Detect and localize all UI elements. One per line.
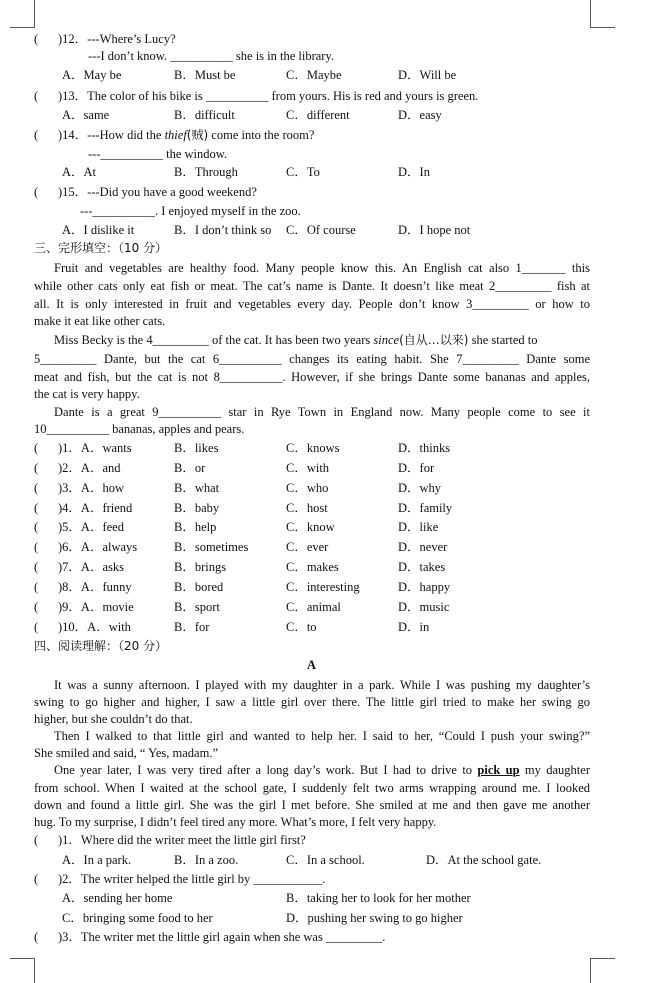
section-heading-cloze: 三、完形填空：（10 分） <box>34 241 168 255</box>
option-b[interactable]: B．Must be <box>174 68 236 82</box>
option-c[interactable]: C．In a school. <box>286 853 365 867</box>
crop-mark-bottom-left-h <box>10 958 35 959</box>
option-d[interactable]: D．takes <box>398 560 446 574</box>
crop-mark-bottom-left-v <box>34 958 35 983</box>
option-a[interactable]: )7．A．asks <box>58 560 124 574</box>
passage-line: hug. To my surprise, I didn’t feel tired any more. What’s more, I felt very happy. <box>34 815 437 829</box>
option-a[interactable]: A．sending her home <box>62 891 173 905</box>
option-b[interactable]: B．bored <box>174 580 224 594</box>
option-b[interactable]: B．brings <box>174 560 227 574</box>
question-stem: )14．---How did the thief(贼) come into the room? <box>58 128 315 142</box>
option-b[interactable]: B．Through <box>174 165 238 179</box>
answer-paren[interactable]: ( <box>34 620 39 634</box>
option-c[interactable]: C．interesting <box>286 580 360 594</box>
answer-paren[interactable]: ( <box>34 872 39 886</box>
option-b[interactable]: B．difficult <box>174 108 235 122</box>
crop-mark-top-left-h <box>10 27 35 28</box>
answer-paren[interactable]: ( <box>34 580 39 594</box>
section-heading-reading: 四、阅读理解：（20 分） <box>34 639 168 653</box>
passage-line: down and found a little girl. She was the girl I met before. She smiled at me and then gave me another <box>34 798 590 812</box>
option-c[interactable]: C．who <box>286 481 329 495</box>
option-c[interactable]: C．Of course <box>286 223 356 237</box>
option-b[interactable]: B．I don’t think so <box>174 223 272 237</box>
option-d[interactable]: D．like <box>398 520 439 534</box>
crop-mark-bottom-right-v <box>590 958 591 983</box>
answer-paren[interactable]: ( <box>34 185 39 199</box>
crop-mark-top-right-v <box>590 0 591 27</box>
option-a[interactable]: )9．A．movie <box>58 600 134 614</box>
option-a[interactable]: )4．A．friend <box>58 501 133 515</box>
passage-line: swing to go higher and higher, I saw a little girl over there. The little girl tried to make her swing go <box>34 695 590 709</box>
option-d[interactable]: D．happy <box>398 580 451 594</box>
crop-mark-bottom-right-h <box>590 958 615 959</box>
passage-line: Miss Becky is the 4_________ of the cat. It has been two years since(自从…以来) she started to <box>54 333 538 347</box>
option-a[interactable]: )5．A．feed <box>58 520 124 534</box>
passage-line: Then I walked to that little girl and wanted to help her. I said to her, “Could I push your swing?” <box>54 729 590 743</box>
option-c[interactable]: C．ever <box>286 540 329 554</box>
question-followup: ---__________ the window. <box>88 147 228 161</box>
passage-line: Dante is a great 9__________ star in Rye Town in England now. Many people come to see it <box>54 405 590 419</box>
option-b[interactable]: B．In a zoo. <box>174 853 239 867</box>
option-c[interactable]: C．host <box>286 501 328 515</box>
option-c[interactable]: C．different <box>286 108 350 122</box>
answer-paren[interactable]: ( <box>34 501 39 515</box>
answer-paren[interactable]: ( <box>34 32 39 46</box>
option-d[interactable]: D．for <box>398 461 435 475</box>
answer-paren[interactable]: ( <box>34 600 39 614</box>
option-c[interactable]: C．animal <box>286 600 341 614</box>
passage-line: the cat is very happy. <box>34 387 140 401</box>
option-a[interactable]: )3．A．how <box>58 481 124 495</box>
option-d[interactable]: D．music <box>398 600 450 614</box>
option-d[interactable]: D．thinks <box>398 441 451 455</box>
passage-line: higher, but she couldn’t do that. <box>34 712 193 726</box>
passage-line: She smiled and said, “ Yes, madam.” <box>34 746 219 760</box>
option-b[interactable]: B．or <box>174 461 206 475</box>
option-b[interactable]: B．sport <box>174 600 220 614</box>
option-a[interactable]: )2．A．and <box>58 461 121 475</box>
passage-line: make it eat like other cats. <box>34 314 166 328</box>
option-c[interactable]: C．know <box>286 520 335 534</box>
option-a[interactable]: A．May be <box>62 68 122 82</box>
option-c[interactable]: C．bringing some food to her <box>62 911 213 925</box>
passage-line: while other cats only eat fish or meat. The cat’s name is Dante. It doesn’t like meat 2_________ fish at <box>34 279 590 293</box>
answer-paren[interactable]: ( <box>34 833 39 847</box>
question-followup: ---I don’t know. __________ she is in the library. <box>88 49 335 63</box>
key-phrase: pick up <box>477 763 520 777</box>
passage-line: meat and fish, but the cat is not 8__________. However, if she brings Dante some bananas and apples, <box>34 370 590 384</box>
passage-line: 10__________ bananas, apples and pears. <box>34 422 245 436</box>
option-b[interactable]: B．help <box>174 520 217 534</box>
option-a[interactable]: )10．A．with <box>58 620 131 634</box>
passage-line: from school. When I waited at the school gate, I suddenly felt two arms wrapping around me. I looked <box>34 781 590 795</box>
answer-paren[interactable]: ( <box>34 560 39 574</box>
option-b[interactable]: B．what <box>174 481 220 495</box>
option-d[interactable]: D．At the school gate. <box>426 853 542 867</box>
option-d[interactable]: D．family <box>398 501 453 515</box>
passage-line: 5_________ Dante, but the cat 6__________ changes its eating habit. She 7_________ Dante some <box>34 352 590 366</box>
option-d[interactable]: D．pushing her swing to go higher <box>286 911 463 925</box>
passage-line: all. It is only interested in fruit and vegetables every day. People don’t know 3_________ or how to <box>34 297 590 311</box>
question-stem: )3．The writer met the little girl again when she was _________. <box>58 930 386 944</box>
passage-label: A <box>307 658 317 672</box>
answer-paren[interactable]: ( <box>34 540 39 554</box>
option-b[interactable]: B．for <box>174 620 210 634</box>
passage-line: One year later, I was very tired after a long day’s work. But I had to drive to pick up my daughter <box>54 763 590 777</box>
answer-paren[interactable]: ( <box>34 930 39 944</box>
option-a[interactable]: A．In a park. <box>62 853 132 867</box>
option-d[interactable]: D．in <box>398 620 430 634</box>
option-c[interactable]: C．makes <box>286 560 339 574</box>
option-a[interactable]: A．same <box>62 108 110 122</box>
option-c[interactable]: C．To <box>286 165 320 179</box>
option-c[interactable]: C．Maybe <box>286 68 342 82</box>
question-stem: )1．Where did the writer meet the little girl first? <box>58 833 306 847</box>
option-a[interactable]: A．I dislike it <box>62 223 135 237</box>
option-c[interactable]: C．to <box>286 620 317 634</box>
answer-paren[interactable]: ( <box>34 128 39 142</box>
option-d[interactable]: D．Will be <box>398 68 457 82</box>
option-b[interactable]: B．baby <box>174 501 220 515</box>
option-c[interactable]: C．knows <box>286 441 340 455</box>
answer-paren[interactable]: ( <box>34 481 39 495</box>
crop-mark-top-left-v <box>34 0 35 27</box>
question-followup: ---__________. I enjoyed myself in the zoo. <box>80 204 301 218</box>
question-stem: )15．---Did you have a good weekend? <box>58 185 257 199</box>
option-d[interactable]: D．easy <box>398 108 442 122</box>
option-d[interactable]: D．why <box>398 481 442 495</box>
option-b[interactable]: B．taking her to look for her mother <box>286 891 471 905</box>
question-stem: )2．The writer helped the little girl by ___________. <box>58 872 326 886</box>
passage-line: It was a sunny afternoon. I played with my daughter in a park. While I was pushing my daughter’s <box>54 678 590 692</box>
option-a[interactable]: )6．A．always <box>58 540 138 554</box>
option-d[interactable]: D．never <box>398 540 448 554</box>
answer-paren[interactable]: ( <box>34 520 39 534</box>
option-a[interactable]: )8．A．funny <box>58 580 132 594</box>
option-b[interactable]: B．likes <box>174 441 219 455</box>
option-a[interactable]: A．At <box>62 165 97 179</box>
option-d[interactable]: D．I hope not <box>398 223 471 237</box>
passage-line: Fruit and vegetables are healthy food. Many people know this. An English cat also 1_______ this <box>54 261 590 275</box>
option-c[interactable]: C．with <box>286 461 330 475</box>
crop-mark-top-right-h <box>590 27 615 28</box>
question-stem: )13．The color of his bike is __________ from yours. His is red and yours is green. <box>58 89 479 103</box>
question-stem: )12．---Where’s Lucy? <box>58 32 176 46</box>
option-b[interactable]: B．sometimes <box>174 540 249 554</box>
option-d[interactable]: D．In <box>398 165 430 179</box>
option-a[interactable]: )1．A．wants <box>58 441 132 455</box>
answer-paren[interactable]: ( <box>34 89 39 103</box>
answer-paren[interactable]: ( <box>34 441 39 455</box>
answer-paren[interactable]: ( <box>34 461 39 475</box>
